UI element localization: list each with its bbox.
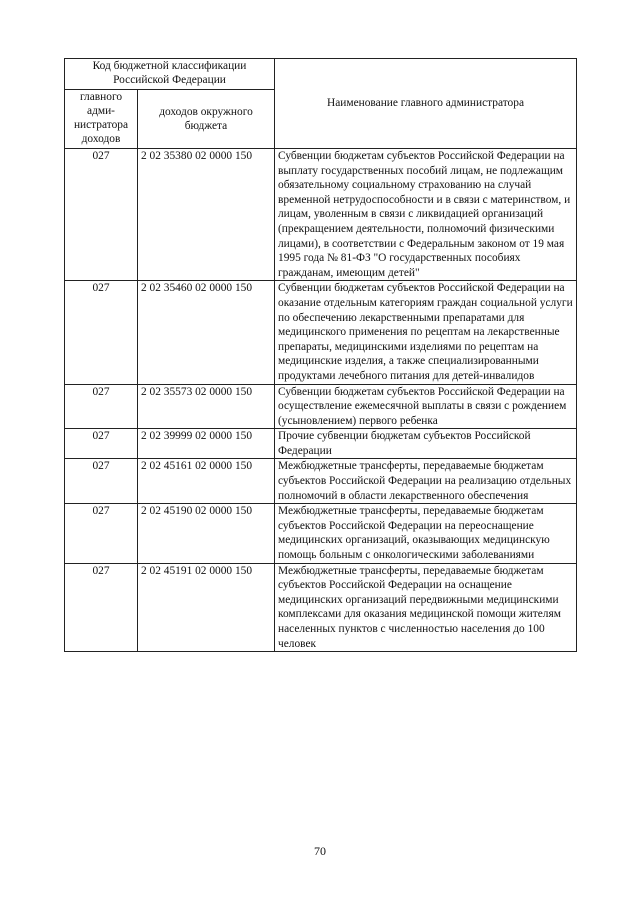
table-row (65, 281, 577, 384)
income-code-cell: 2 02 39999 02 0000 150 (138, 429, 275, 459)
budget-code-group-header: Код бюджетной классификации Российской Федерации (65, 59, 275, 90)
table-header-row (65, 59, 577, 90)
administrator-name-cell: Прочие субвенции бюджетам субъектов Российской Федерации (275, 429, 577, 459)
admin-code-cell: 027 (65, 384, 138, 429)
admin-code-cell: 027 (65, 149, 138, 281)
table-row (65, 429, 577, 459)
income-code-cell: 2 02 35460 02 0000 150 (138, 281, 275, 384)
budget-classification-table (64, 58, 577, 652)
administrator-name-cell: Межбюджетные трансферты, передаваемые бюджетам субъектов Российской Федерации на переоснащение медицинских организаций, оказывающих медицинскую помощь больным с онкологическими заболеваниями (275, 504, 577, 563)
admin-code-cell: 027 (65, 563, 138, 652)
administrator-name-header: Наименование главного администратора (275, 59, 577, 149)
table-row (65, 149, 577, 281)
income-code-cell: 2 02 45190 02 0000 150 (138, 504, 275, 563)
administrator-name-cell: Межбюджетные трансферты, передаваемые бюджетам субъектов Российской Федерации на оснащение медицинских организаций передвижными медицинскими комплексами для оказания медицинской помощи жителям населенных пунктов с численностью населения до 100 человек (275, 563, 577, 652)
admin-code-header: главного адми-нистратора доходов (65, 90, 138, 149)
page-number: 70 (314, 844, 326, 858)
table-row (65, 563, 577, 652)
administrator-name-cell: Субвенции бюджетам субъектов Российской Федерации на осуществление ежемесячной выплаты в связи с рождением (усыновлением) первого ребенка (275, 384, 577, 429)
admin-code-cell: 027 (65, 459, 138, 504)
income-code-header: доходов окружного бюджета (138, 90, 275, 149)
table-row (65, 459, 577, 504)
income-code-cell: 2 02 35380 02 0000 150 (138, 149, 275, 281)
administrator-name-cell: Субвенции бюджетам субъектов Российской Федерации на выплату государственных пособий лицам, не подлежащим обязательному социальному страхованию на случай временной нетрудоспособности и в связи с материнством, и лицам, уволенным в связи с ликвидацией организаций (прекращением деятельности, полномочий физическими лицами), в соответствии с Федеральным законом от 19 мая 1995 года № 81-ФЗ "О государственных пособиях гражданам, имеющим детей" (275, 149, 577, 281)
table-row (65, 504, 577, 563)
administrator-name-cell: Межбюджетные трансферты, передаваемые бюджетам субъектов Российской Федерации на реализацию отдельных полномочий в области лекарственного обеспечения (275, 459, 577, 504)
administrator-name-cell: Субвенции бюджетам субъектов Российской Федерации на оказание отдельным категориям граждан социальной услуги по обеспечению лекарственными препаратами для медицинского применения по рецептам на лекарственные препараты, медицинскими изделиями по рецептам на медицинские изделия, а также специализированными продуктами лечебного питания для детей-инвалидов (275, 281, 577, 384)
admin-code-cell: 027 (65, 429, 138, 459)
table-row (65, 384, 577, 429)
income-code-cell: 2 02 35573 02 0000 150 (138, 384, 275, 429)
admin-code-cell: 027 (65, 504, 138, 563)
admin-code-cell: 027 (65, 281, 138, 384)
income-code-cell: 2 02 45191 02 0000 150 (138, 563, 275, 652)
income-code-cell: 2 02 45161 02 0000 150 (138, 459, 275, 504)
